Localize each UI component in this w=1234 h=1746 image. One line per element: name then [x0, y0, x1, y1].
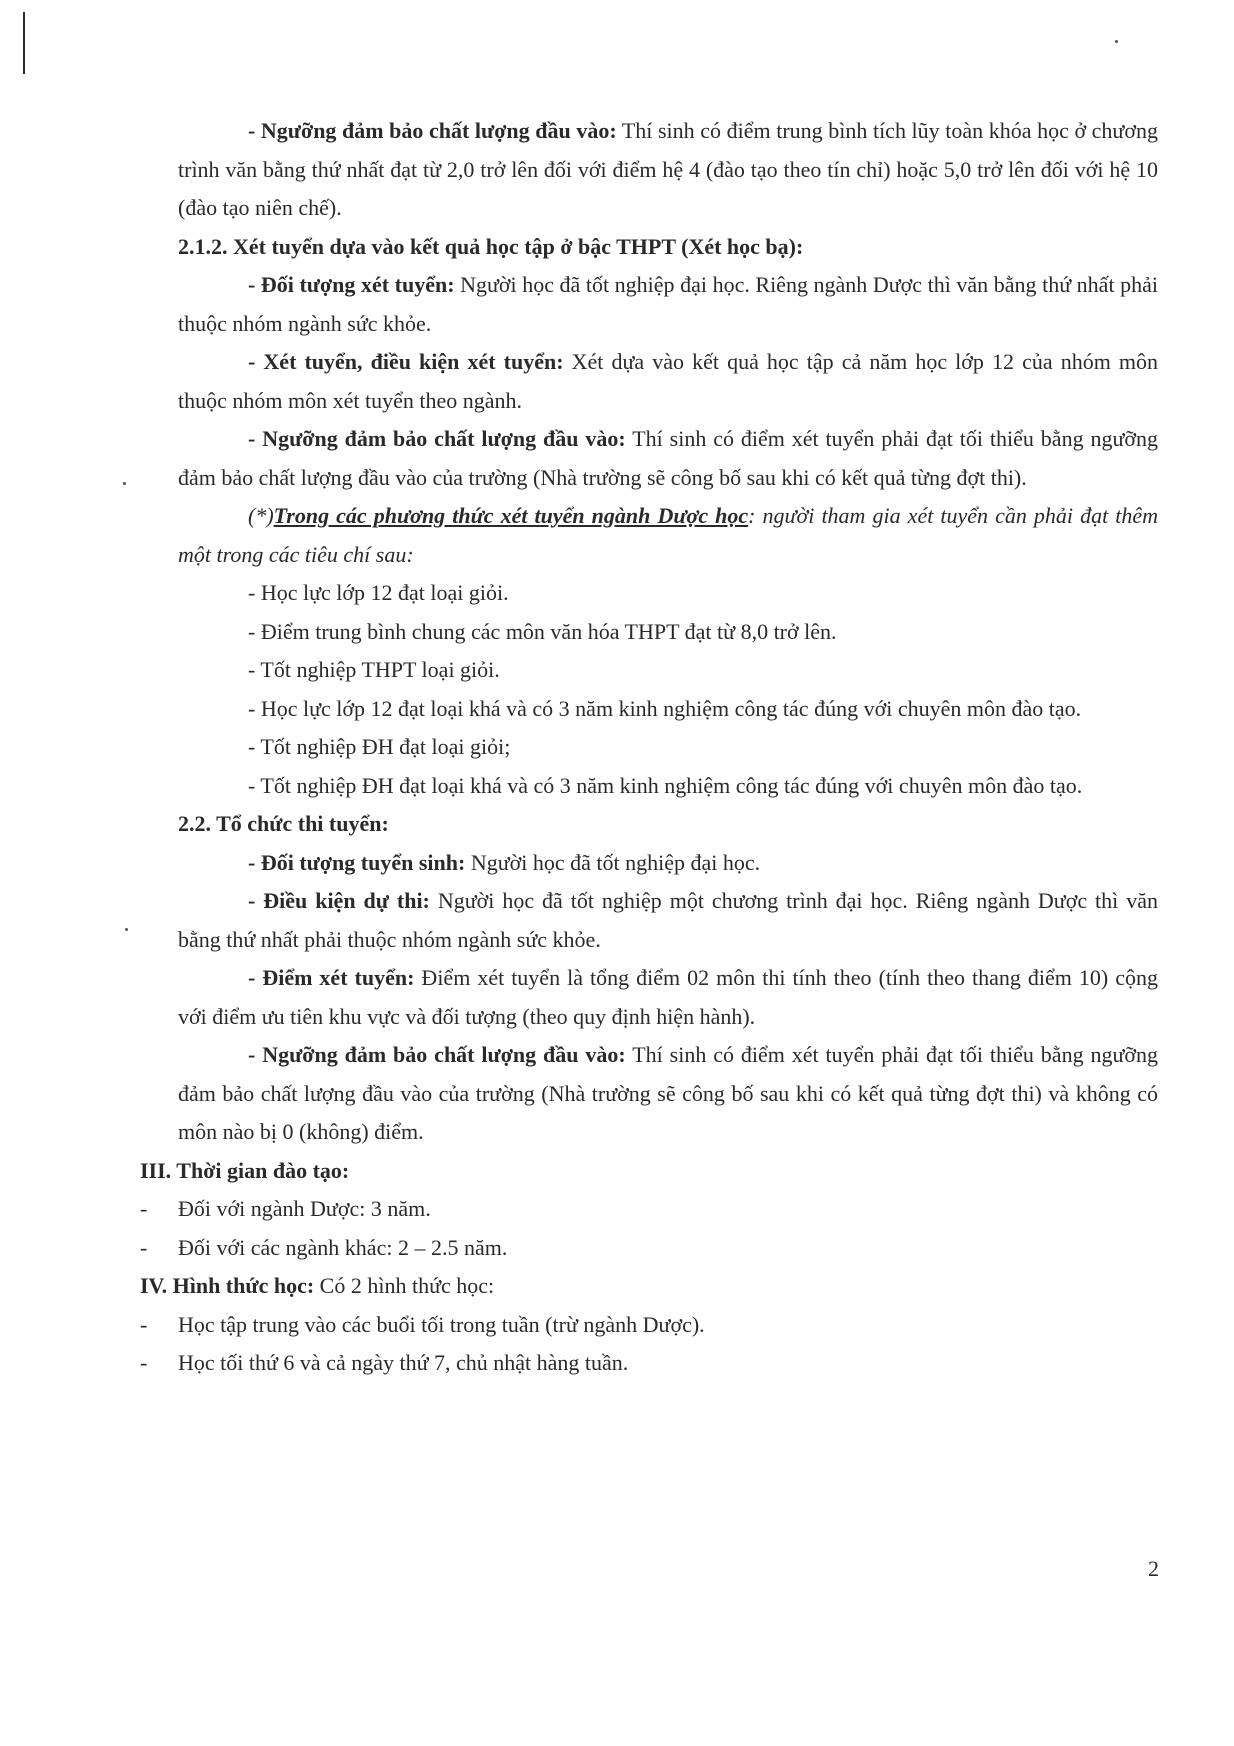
- study-mode-text: Học tối thứ 6 và cả ngày thứ 7, chủ nhật hàng tuần.: [178, 1350, 629, 1375]
- scan-speck: [1115, 40, 1118, 43]
- paragraph-label: - Đối tượng tuyển sinh:: [248, 849, 466, 875]
- paragraph-admission-conditions: [178, 343, 1158, 420]
- bullet-dash: -: [140, 1311, 148, 1337]
- section-heading-2-1-2: 2.1.2. Xét tuyển dựa vào kết quả học tập ở bậc THPT (Xét học bạ):: [178, 233, 804, 259]
- paragraph-quality-threshold-2: [178, 420, 1158, 497]
- criteria-item: - Tốt nghiệp ĐH đạt loại giỏi;: [248, 734, 511, 759]
- paragraph-exam-conditions: [178, 882, 1158, 959]
- criteria-item: - Học lực lớp 12 đạt loại khá và có 3 năm kinh nghiệm công tác đúng với chuyên môn đào tạo.: [248, 695, 1082, 721]
- page-number: 2: [1148, 1556, 1159, 1581]
- study-mode-item: [140, 1306, 1158, 1345]
- scan-speck: [123, 482, 126, 485]
- paragraph-label: - Đối tượng xét tuyển:: [248, 272, 455, 297]
- paragraph-text: Người học đã tốt nghiệp đại học.: [465, 849, 761, 875]
- study-mode-item: [140, 1344, 1158, 1383]
- paragraph-quality-threshold-1: [178, 112, 1158, 228]
- scan-speck: [125, 928, 128, 931]
- paragraph-label: - Ngưỡng đảm bảo chất lượng đầu vào:: [248, 118, 617, 143]
- section-heading-iii: III. Thời gian đào tạo:: [140, 1157, 350, 1183]
- bullet-dash: -: [140, 1234, 148, 1260]
- paragraph-text: Người học đã tốt nghiệp đại học. Riêng ngành Dược thì văn bằng thứ nhất phải thuộc nhóm ngành sức khỏe.: [178, 272, 1159, 336]
- paragraph-label: - Ngưỡng đảm bảo chất lượng đầu vào:: [248, 1042, 626, 1067]
- paragraph-label: - Xét tuyển, điều kiện xét tuyển:: [248, 349, 564, 374]
- duration-item: [140, 1190, 1158, 1229]
- paragraph-enrollment-target: [178, 844, 1158, 883]
- criteria-item: - Tốt nghiệp THPT loại giỏi.: [248, 657, 500, 682]
- paragraph-pharmacy-note: [178, 497, 1158, 574]
- paragraph-candidates: [178, 266, 1158, 343]
- bullet-dash: -: [140, 1350, 148, 1375]
- paragraph-text: Thí sinh có điểm xét tuyển phải đạt tối thiểu bằng ngưỡng đảm bảo chất lượng đầu vào của trường (Nhà trường sẽ công bố sau khi có kết quả từng đợt thi).: [178, 426, 1159, 490]
- duration-item: [140, 1229, 1158, 1268]
- section-heading-2-2: 2.2. Tổ chức thi tuyển:: [178, 811, 389, 836]
- note-underlined: Trong các phương thức xét tuyển ngành Dược học: [273, 503, 749, 528]
- paragraph-label: - Điểm xét tuyển:: [248, 965, 415, 990]
- duration-text: Đối với ngành Dược: 3 năm.: [178, 1196, 431, 1221]
- document-body: [140, 112, 1159, 1383]
- paragraph-text: Thí sinh có điểm trung bình tích lũy toàn khóa học ở chương trình văn bằng thứ nhất đạt từ 2,0 trở lên đối với điểm hệ 4 (đào tạo theo tín chỉ) hoặc 5,0 trở lên đối với hệ 10 (đào tạo niên chế).: [178, 118, 1158, 220]
- section-label: IV. Hình thức học:: [140, 1273, 315, 1298]
- paragraph-label: - Ngưỡng đảm bảo chất lượng đầu vào:: [248, 426, 626, 451]
- paragraph-text: Thí sinh có điểm xét tuyển phải đạt tối thiểu bằng ngưỡng đảm bảo chất lượng đầu vào của trường (Nhà trường sẽ công bố sau khi có kết quả từng đợt thi) và không có môn nào bị 0 (không) điểm.: [178, 1042, 1159, 1144]
- paragraph-label: - Điều kiện dự thi:: [248, 888, 430, 913]
- paragraph-text: Xét dựa vào kết quả học tập cả năm học lớp 12 của nhóm môn thuộc nhóm môn xét tuyển theo ngành.: [178, 349, 1159, 413]
- criteria-item: - Tốt nghiệp ĐH đạt loại khá và có 3 năm kinh nghiệm công tác đúng với chuyên môn đào tạo.: [248, 772, 1083, 798]
- paragraph-text: Điểm xét tuyển là tổng điểm 02 môn thi tính theo (tính theo thang điểm 10) cộng với điểm ưu tiên khu vực và đối tượng (theo quy định hiện hành).: [178, 965, 1158, 1029]
- paragraph-text: Người học đã tốt nghiệp một chương trình đại học. Riêng ngành Dược thì văn bằng thứ nhất phải thuộc nhóm ngành sức khỏe.: [178, 888, 1158, 952]
- paragraph-admission-score: [178, 959, 1158, 1036]
- bullet-dash: -: [140, 1196, 148, 1221]
- paragraph-quality-threshold-3: [178, 1036, 1158, 1152]
- criteria-item: - Điểm trung bình chung các môn văn hóa THPT đạt từ 8,0 trở lên.: [248, 618, 837, 644]
- section-heading-iv: [140, 1267, 1158, 1306]
- section-text: Có 2 hình thức học:: [314, 1273, 495, 1298]
- study-mode-text: Học tập trung vào các buổi tối trong tuần (trừ ngành Dược).: [178, 1311, 705, 1337]
- duration-text: Đối với các ngành khác: 2 – 2.5 năm.: [178, 1234, 508, 1260]
- note-rest: : người tham gia xét tuyển cần phải đạt thêm một trong các tiêu chí sau:: [178, 503, 1158, 567]
- margin-rule: [23, 12, 25, 74]
- note-prefix: (*): [248, 503, 274, 528]
- criteria-item: - Học lực lớp 12 đạt loại giỏi.: [248, 580, 509, 605]
